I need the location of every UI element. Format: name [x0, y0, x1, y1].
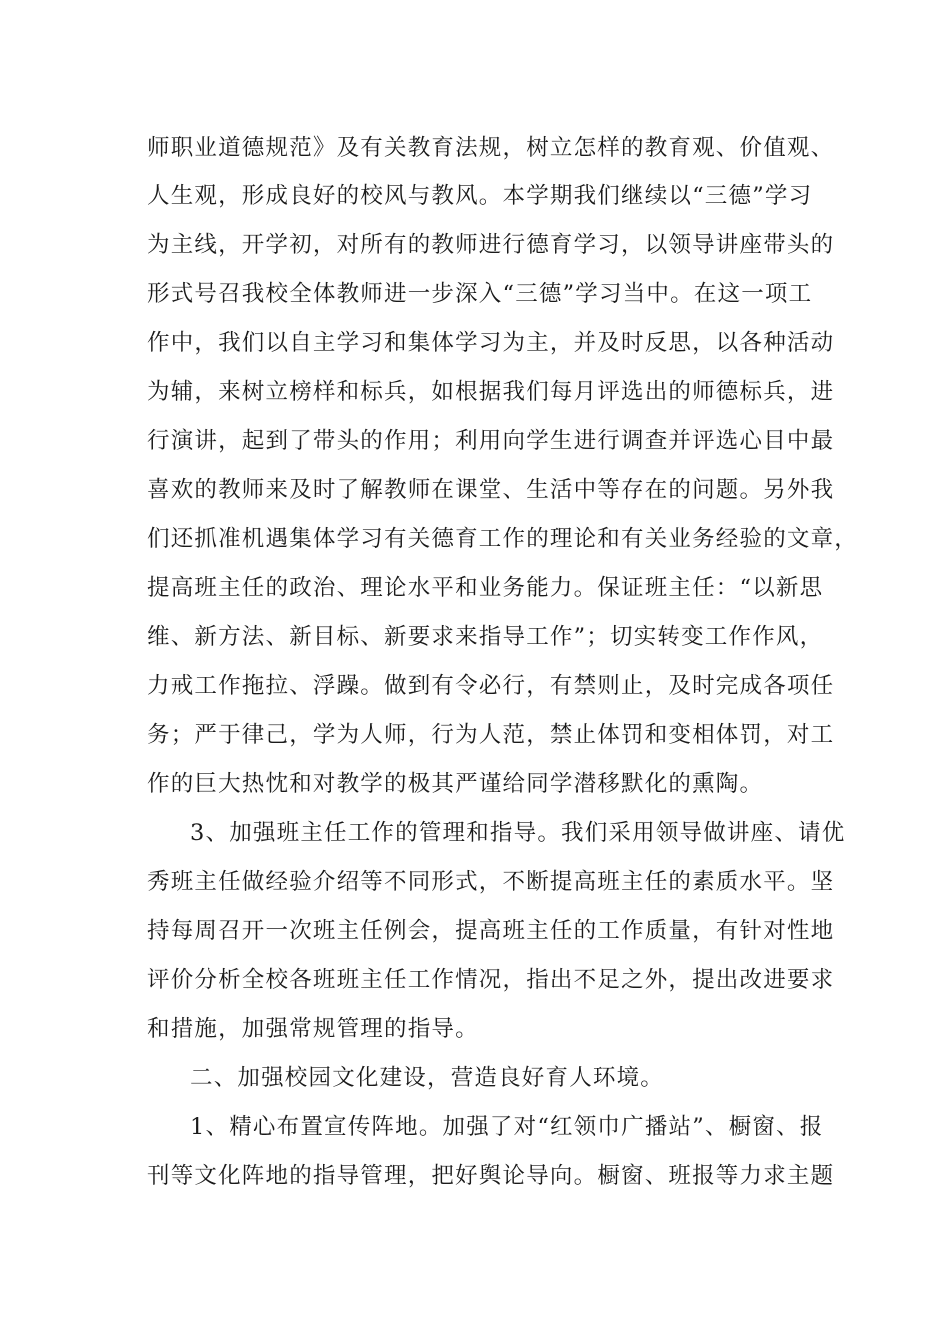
text-line: 务；严于律己，学为人师，行为人范，禁止体罚和变相体罚，对工	[147, 722, 835, 748]
text-line: 刊等文化阵地的指导管理，把好舆论导向。橱窗、班报等力求主题	[147, 1163, 835, 1189]
text-line: 形式号召我校全体教师进一步深入“三德”学习当中。在这一项工	[147, 281, 813, 307]
text-line: 力戒工作拖拉、浮躁。做到有令必行，有禁则止，及时完成各项任	[147, 673, 835, 699]
text-line: 们还抓准机遇集体学习有关德育工作的理论和有关业务经验的文章，	[147, 526, 859, 552]
text-line: 为辅，来树立榜样和标兵，如根据我们每月评选出的师德标兵，进	[147, 379, 835, 405]
text-line: 维、新方法、新目标、新要求来指导工作”；切实转变工作作风，	[147, 624, 824, 650]
text-line: 行演讲，起到了带头的作用；利用向学生进行调查并评选心目中最	[147, 428, 835, 454]
text-line: 作的巨大热忱和对教学的极其严谨给同学潜移默化的熏陶。	[147, 771, 764, 797]
text-line: 喜欢的教师来及时了解教师在课堂、生活中等存在的问题。另外我	[147, 477, 835, 503]
text-line: 师职业道德规范》及有关教育法规，树立怎样的教育观、价值观、	[147, 135, 835, 161]
section-heading-line: 二、加强校园文化建设，营造良好育人环境。	[190, 1065, 665, 1091]
text-line: 评价分析全校各班班主任工作情况，指出不足之外，提出改进要求	[147, 967, 835, 993]
text-line: 人生观，形成良好的校风与教风。本学期我们继续以“三德”学习	[147, 183, 813, 209]
text-line: 提高班主任的政治、理论水平和业务能力。保证班主任：“以新思	[147, 575, 824, 601]
paragraph-start-line: 1、精心布置宣传阵地。加强了对“红领巾广播站”、橱窗、报	[190, 1114, 824, 1140]
text-line: 作中，我们以自主学习和集体学习为主，并及时反思，以各种活动	[147, 330, 835, 356]
text-line: 持每周召开一次班主任例会，提高班主任的工作质量，有针对性地	[147, 918, 835, 944]
paragraph-start-line: 3、加强班主任工作的管理和指导。我们采用领导做讲座、请优	[190, 820, 846, 846]
text-line: 为主线，开学初，对所有的教师进行德育学习，以领导讲座带头的	[147, 232, 835, 258]
text-line: 和措施，加强常规管理的指导。	[147, 1016, 479, 1042]
text-line: 秀班主任做经验介绍等不同形式，不断提高班主任的素质水平。坚	[147, 869, 835, 895]
